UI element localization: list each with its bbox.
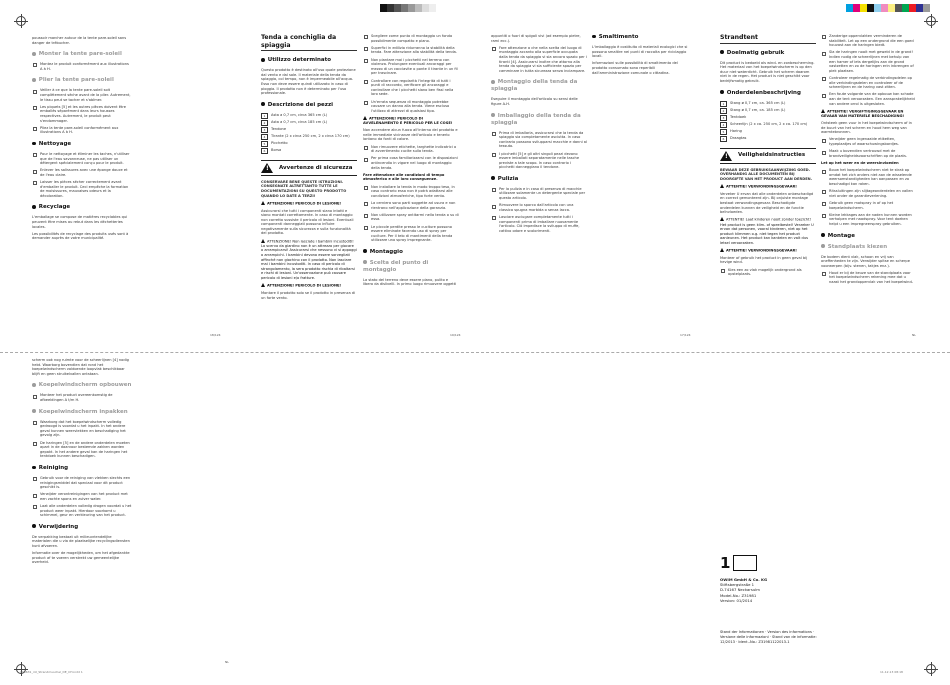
paragraph: Questo prodotto è destinato all'uso quale protezione dal vento e dal sole. Il materiale della tenda da spiaggia, col tempo, non è impermeabile all'acqua. Esso non deve essere quindi utilizzato in caso di pioggia. Il prodotto non è determinato per l'uso professionale. xyxy=(261,68,356,96)
heading-pulizia: Pulizia xyxy=(491,176,587,183)
warning-label: ATTENZIONE! PERICOLO DI LESIONE! xyxy=(261,201,357,206)
paragraph: scherm ook nog ruimte voor de scheerlijnen [4] nodig hebt. Waarborg bovendien dat rond het koepelwindscherm voldoende loopvlak beschikbaar blijft en geen struikelvallen ontstaan. xyxy=(32,358,129,376)
paragraph: Dit product is bedoeld als wind- en zonbescherming. Het materiaal van het koepelwindscherm is op den duur niet waterdicht. Gebruik het scherm daarom niet in de regen. Het product is niet geschikt voor bedrijfsmatig gebruik. xyxy=(720,60,815,83)
heading-scelta: Scelta del punto di montaggio xyxy=(363,259,429,273)
bullet-icon xyxy=(821,233,825,237)
warning-label: ATTENZIONE! PERICOLO DI LESIONE! xyxy=(261,283,357,288)
bullet-icon xyxy=(720,90,724,94)
heading-verwijdering: Verwijdering xyxy=(32,524,132,531)
list-item: 2 Stang ø 0,7 cm, ca. 185 cm (L) xyxy=(720,108,816,114)
list-item: Non piantare mai i picchetti nel terreno con violenza. Prolungare eventuali ancoraggi per mezzo di un cacciavite o ponte il tirante in un fil per trascinare. xyxy=(363,58,459,76)
heading-recyclage: Recyclage xyxy=(32,204,132,211)
heading-montage: Montage xyxy=(821,233,917,240)
color-bar-left xyxy=(380,4,436,12)
heading-nettoyage: Nettoyage xyxy=(32,141,132,148)
heading-montaggio-tenda: Montaggio della tenda da spiaggia xyxy=(491,79,578,93)
list-item: Non utilizzare spray antitarmi nella tenda o su di essa. xyxy=(363,213,459,222)
bullet-icon xyxy=(261,102,265,106)
warning-icon xyxy=(720,248,724,252)
list-item: Zanderige oppervlakten verminderen de stabiliteit. Let op een ondergrond die een goed houvast aan de haringen biedt. xyxy=(821,34,917,48)
paragraph: poussoir marcher autour de la tente pare-soleil sans danger de trébucher. xyxy=(32,36,127,45)
list-item: 4 Scheerlijn (2 x ca. 250 cm, 2 x ca. 170 cm) xyxy=(720,122,816,128)
page-title: Strandtent xyxy=(720,34,816,44)
list-item: I picchetti [5] e gli altri singoli pezzi devono essere imballati separatamente nelle tasche previste a tale scopo. In caso contrario i picchetti danneggiano il tendone. xyxy=(491,152,587,170)
list-item: 1 Stang ø 0,7 cm, ca. 365 cm (L) xyxy=(720,101,816,107)
list-item: La cerniera sono parti soggette ad usura e non rientrano nell'applicazione della garanzia. xyxy=(363,201,459,210)
list-item: Een foute volgorde van de opbouw kan schade aan de tent veroorzaken. Een aansprakelijkheid van andere orrol is uitgesloten. xyxy=(821,92,917,106)
warning-label: ATTENTIE! Laat kinderen nooit zonder toezicht! Het product is geen klim- of speelbestel! Verzeker U ervan dat personen, vooral kinderen, niet op het product klimmen o.g. niet tegen het product aanleunen. Het product kan kantelen en valt dus letsel veroorzaken. xyxy=(720,217,814,245)
bullet-icon xyxy=(32,409,36,413)
warning-icon xyxy=(363,116,367,120)
heading-monter: Monter la tente pare-soleil xyxy=(32,51,132,58)
list-item: Houd er bij de keuze van de standplaats voor het koepelwindscherm rekening mee dat u naast het grondoppervlak van het koepelwind- xyxy=(821,271,917,285)
paragraph: L'imballaggio è costituito di materiali ecologici che si possono smaltire nei punti di raccolta per riciclaggio locali. xyxy=(592,45,688,59)
warning-label: ATTENTIE! VERWONDINGSGEVAAR! xyxy=(720,184,816,189)
list-item: Les piquets [5] et les autres pièces doivent être emballés séparément dans leurs housses respectives. Autrement, le produit peut s'endommager. xyxy=(32,105,132,123)
list-item: 4 Tirante (2 x circa 250 cm, 2 x circa 170 cm) xyxy=(261,134,357,140)
information-status xyxy=(720,630,820,644)
list-item: Gebruik voor de reiniging van vlekken slechts een reinigingsmiddel dat speciaal voor dit product geschikt is. xyxy=(32,476,132,490)
paragraph: De bodem dient vlak, schoon en vrij van oneffenheden te zijn. Verwijder spitse en scherpe voorwerpen (bijv. stenen, takjes enz.). xyxy=(821,254,910,268)
version: Version: 01/2014 xyxy=(720,597,753,603)
bullet-icon xyxy=(491,176,495,180)
list-item: Controllare con regolarità l'integrità di tutti i punti di raccordo, verificare gli ancoraggi e controllare che i picchetti siano ben fissi nella loro sede. xyxy=(363,79,459,97)
ident-number: 12/2013 · Ident.-No.: Z31981122013-1 xyxy=(720,639,790,644)
list-item: Enlever les salissures avec une éponge douce et de l'eau claire. xyxy=(32,168,132,177)
list-item: De haringen [5] en de andere onderdelen moeten apart in de daarvoor bestemde zakken worden gepakt. In het andere geval kan de haringen het tentdoek kunnen beschadigen. xyxy=(32,441,132,459)
list-item: 6 Draagtas xyxy=(720,136,816,142)
list-item: Waarborg dat het koepelwindscherm volledig gedroogd is voordat u het inpakt. In het andere geval kunnen weervlekken en beschadiging het gevolg zijn. xyxy=(32,420,132,438)
safety-heading: ! Avvertenze di sicurezza xyxy=(261,160,357,176)
list-item: Laisser les pièces sécher correctement avant d'emballer le produit. Ceci empêche la formation de moisissures, mauvaises odeurs et la décoloration. xyxy=(32,180,132,198)
list-item: Bouw het koepelwindscherm niet te strak op omdat het zich anders niet aan de wisselende weersomstandigheden kan aanpassen en zo beschadigd kan raken. xyxy=(821,168,917,186)
paragraph: Ontsteek geen vuur in het koepelwindscherm of in de buurt van het scherm en houd hem weg van warmtebronnen. xyxy=(821,121,912,135)
brand-mark xyxy=(720,555,757,571)
column-dutch-2 xyxy=(821,34,917,287)
bullet-icon xyxy=(261,58,265,62)
bullet-icon xyxy=(32,78,36,82)
list-item: Controleer regelmatig de verbindingsdelen op alle verbindingsdelen en controleer of de scheerlijnen en de haring vast zitten. xyxy=(821,76,917,90)
page-number: 18/124 xyxy=(210,333,221,337)
parts-list xyxy=(261,113,357,154)
color-bar-right xyxy=(846,4,930,12)
list-item: Per la pulizia e in caso di presenza di macchie utilizzare solamente un detergente speciale per questo articolo. xyxy=(491,187,587,201)
street: Stiftsbergstraße 1 xyxy=(720,582,755,588)
list-item: Fare attenzione a che nella scelta del luogo di montaggio accanto alla superficie occupata dalla tenda da spiaggia vi sia ancora spazio per i tiranti [4]. Assicurarsi inoltre che attorno alla tenda da spiaggia vi sia sufficiente spazio per camminare in tutta sicurezza senza inciampare. xyxy=(491,46,587,74)
paragraph: appuntiti o fuori di spigoli vivi (ad esempio pietre, rami ecc.). xyxy=(491,34,581,43)
column-dutch-3 xyxy=(32,358,132,568)
list-item: Prima di imballarla, assicurarsi che la tenda da spiaggia sia completamente asciutta. In caso contrario possono svilupparsi macchie e danni al tessuto. xyxy=(491,131,587,149)
list-item: Veiller à ce que la tente pare-soleil soit complètement sèche avant de la plier. Autrement, le tissu peut se tacher et s'abîmer. xyxy=(32,88,132,102)
fold-line xyxy=(0,352,950,353)
column-french xyxy=(32,36,132,244)
list-item: Kleine lekkages aan de naden kunnen worden verholpen met naadspray. Voor tent doeken helpt u een impregneerspray gebruiken. xyxy=(821,213,917,227)
column-italian-2 xyxy=(363,34,459,290)
registration-mark-icon xyxy=(926,664,936,674)
bullet-icon xyxy=(592,35,596,39)
list-item: Monteer het product overeenkomstig de afbeeldingen A t/m H. xyxy=(32,393,132,402)
list-item: Ritssluitingen zijn slijtageonderdelen en vallen niet onder de garantieverlening. xyxy=(821,189,917,198)
column-dutch-1 xyxy=(720,34,816,279)
stand-label: Stand der Informationen · Version des informations · Versione delle informazioni · Stand van de informatie: xyxy=(720,630,817,639)
list-item: Superfici in edilizio ridurranno la stabilità della tenda. Fare attenzione alla stabilità della tenda. xyxy=(363,46,459,55)
list-item: 1 Asta a 0,7 cm, circa 365 cm (L) xyxy=(261,113,357,119)
list-item: 3 Tentdoek xyxy=(720,115,816,121)
paragraph: L'emballage se compose de matières recyclables qui peuvent être mises au rebut dans les déchetteries locales. xyxy=(32,215,128,229)
list-item: 5 Haring xyxy=(720,129,816,135)
paragraph: Les possibilités de recyclage des produits usés sont à demander auprès de votre municipalité. xyxy=(32,231,129,241)
registration-mark-icon xyxy=(16,16,26,26)
list-item: Rimuovere lo sporco dall'articolo con una classica spugna morbida o senza lacca. xyxy=(491,203,587,212)
city: D-74167 Neckarsulm xyxy=(720,587,761,593)
bullet-icon xyxy=(32,466,36,470)
heading-plier: Plier la tente pare-soleil xyxy=(32,77,132,84)
warning-label: ATTENTIE! VERWONDINGSGEVAAR! xyxy=(720,248,816,253)
bullet-icon xyxy=(32,52,36,56)
safety-heading: ! Veiligheidsinstructies xyxy=(720,148,816,164)
warning-icon xyxy=(261,201,265,205)
paragraph: La stato del terreno deve essere piano, pulito e libero da dislivelli. In primo luogo rimuovere oggetti xyxy=(363,277,457,287)
paragraph: Montare il prodotto solo se il prodotto in presenza di un forte vento. xyxy=(261,291,356,300)
bullet-icon xyxy=(32,205,36,209)
warning-icon xyxy=(261,239,265,243)
paragraph: Verzeker U ervan dat alle onderdelen onbeschadigd en correct gemonteerd zijn. Bij onjuiste montage bestaat verwondingsgevaar. Beschadigde onderdelen kunnen de veiligheid en de functie beïnvloeden. xyxy=(720,191,814,215)
warning-label: ATTENZIONE! Non lasciate i bambini incustoditi! Lo scervo da giardino non è un attrezzo per giocare o arrampicarsi! Assicurarsi che nessuno vi si appoggi o arrampichi. I bambini devono essere sorvegliati affinché non giochino con il prodotto. Non lasciare mai i bambini incustoditi. In caso di pericolo di strangolamento, la sera prodotto rischia di ribaltarsi e rischi di lesioni. Un'osservazione può causare pericolo di lesioni e/o fratture. xyxy=(261,239,357,281)
paragraph: Let op het weer en de weersinvloeden xyxy=(821,161,899,166)
paragraph: Fare attenzione alle condizioni di tempo atmosferico e alle loro conseguenze. xyxy=(363,172,445,182)
heading-standplaats: Standplaats kiezen xyxy=(821,244,917,251)
imprint-number: 1 xyxy=(720,554,731,572)
list-item: Non installare la tenda in modo troppo teso, in caso contrario essa non è potrà adattarsi alle condizioni atmosferiche, tipo forte vento. xyxy=(363,185,459,199)
warning-icon xyxy=(261,283,265,287)
list-item: Montez le produit conformément aux illustrations A à H. xyxy=(32,62,132,71)
warning-icon xyxy=(720,217,724,221)
bullet-icon xyxy=(491,113,495,117)
heading-reiniging: Reiniging xyxy=(32,465,132,472)
heading-inpakken: Koepelwindscherm inpakken xyxy=(32,409,132,416)
list-item: Lasciare asciugare completamente tutti i componenti prima di imballare nuovamente l'articolo. Ciò impedisce la sviluppo di muffe, cattivo odore e scolorimenti. xyxy=(491,215,587,233)
heading-gebruik: Doelmatig gebruik xyxy=(720,50,816,57)
list-item: Laat alle onderdelen volledig drogen voordat u het product weer inpakt. Hierdoor voorkomt u schimmel, geur en verkleuring van het product. xyxy=(32,504,132,518)
list-item: Le piccole perdite presso le cuciture possono essere eliminate facendo uso di spray per cuciture. Per il telo di mantimenti della tenda utilizzare uno spray impregnante. xyxy=(363,225,459,243)
warning-icon: ! xyxy=(261,163,273,173)
list-item: Gebruik geen motspray in of op het koepelwindscherm. xyxy=(821,201,917,210)
bullet-icon xyxy=(821,244,825,248)
paragraph: CONSERVARE BENE QUESTE ISTRUZIONI. CONSEGNATE ALTRETTANTO TUTTE LE DOCUMENTAZIONI SU QUESTO PRODOTTO QUANDO LO DATE A TERZI! xyxy=(261,179,347,198)
model-number: Model-No.: Z31981 xyxy=(720,592,757,598)
logo-box-icon xyxy=(733,555,757,571)
company-address xyxy=(720,577,767,603)
list-item: Maak u bovendien vertrouwd met de brandveiligheidsvoorschriften op de plaats. xyxy=(821,149,917,158)
warning-icon xyxy=(821,109,825,113)
column-italian-4 xyxy=(592,34,688,78)
list-item: Un'errata sequenza di montaggio potrebbe causare un danno alla tenda. Viene escluso l'utilizzo di attrezzi di qualsiasi tipo. xyxy=(363,100,459,114)
list-item: Scegliere come punto di montaggio un fondo possibilmente compatto e piano. xyxy=(363,34,459,43)
list-item: 5 Picchetto xyxy=(261,141,357,147)
page-number: 17/124 xyxy=(680,333,691,337)
warning-icon: ! xyxy=(720,151,732,161)
list-item: Sla de haringen nooit met geweld in de grond! Indien nodig de scheerlijnen met behulp van een hamer of iets dergelijks aan de grond vastzetten en zo de haringen erin inbrengen of piek plaatsen. xyxy=(821,50,917,73)
footer-date: 11.12.13 08:18 xyxy=(880,670,903,674)
page-title: Tenda a conchiglia da spiaggia xyxy=(261,34,357,51)
heading-descrizione: Descrizione dei pezzi xyxy=(261,102,357,109)
paragraph: Informatie over de mogelijkheden, om het afgedankte product af te voeren verstrekt uw gemeentelijke overheid. xyxy=(32,551,130,565)
heading-montaggio: Montaggio xyxy=(363,249,459,256)
list-item: Pour le nettoyage et éliminer les taches, n'utiliser que de l'eau savonneuse, ne pas utiliser un détergent spécialement conçu pour le produit. xyxy=(32,152,132,166)
page-number: NL xyxy=(225,660,229,664)
bullet-icon xyxy=(32,524,36,528)
bullet-icon xyxy=(32,142,36,146)
heading-utilizzo: Utilizzo determinato xyxy=(261,57,357,64)
paragraph: Non accendere alcun fuoco all'interno del prodotto e nelle immediate vicinanze dell'articolo e tenerlo lontano da fonti di calore. xyxy=(363,128,458,142)
heading-onderdelen: Onderdelenbeschrijving xyxy=(720,90,816,97)
heading-opbouwen: Koepelwindscherm opbouwen xyxy=(32,382,132,389)
list-item: Kies een zo vlak mogelijk ondergrond als opstelplaats. xyxy=(720,268,816,277)
bullet-icon xyxy=(32,383,36,387)
parts-list xyxy=(720,101,816,142)
paragraph: BEWAAR DEZE GEBRUIKSAANWIJZING GOED. OVERHANDIG ALLE DOCUMENTEN BIJ DOORGIFTE VAN HET PRODUCT AAN DERDEN. xyxy=(720,167,813,181)
warning-label: ATTENTIE! VERGIFTIGINGSGEVAAR EN GEVAAR VAN MATERIELE BESCHADIGING! xyxy=(821,109,905,118)
warning-icon xyxy=(720,184,724,188)
list-item: Pliez la tente pare-soleil conformément aux illustrations A à H. xyxy=(32,126,132,135)
column-italian-3 xyxy=(491,34,587,236)
bullet-icon xyxy=(720,50,724,54)
footer-file: 100631_int_Strandmuschel_DE_CH.indd 1 xyxy=(20,670,83,674)
paragraph: Monteer of gebruik het product in geen geval bij hevige wind. xyxy=(720,255,808,265)
heading-imballaggio: Imballaggio della tenda da spiaggia xyxy=(491,112,581,126)
paragraph: Informazioni sulle possibilità di smaltimento del prodotto consumato sono reperibili dall'amministrazione comunale o cittadina. xyxy=(592,61,678,75)
heading-smaltimento: Smaltimento xyxy=(592,34,688,41)
list-item: Non rimuovere etichette, targhette indicatrici o di avvertimento cucite sulla tenda. xyxy=(363,145,459,154)
warning-label: ATTENZIONE! PERICOLO DI AVVELENAMENTO E PERICOLO PER LE COSE! xyxy=(363,116,453,126)
paragraph: De verpakking bestaat uit milieuvriendelijke materialen die u via de plaatselijke recyclingsdiensten kunt afvoeren. xyxy=(32,534,130,549)
bullet-icon xyxy=(491,80,495,84)
paragraph: Eseguire il montaggio dell'articolo su sensi delle figure A-H. xyxy=(491,97,578,106)
column-italian-1 xyxy=(261,34,357,303)
page-number: NL xyxy=(912,333,916,337)
list-item: 2 Asta a 0,7 cm, circa 185 cm (L) xyxy=(261,120,357,126)
bullet-icon xyxy=(363,260,367,264)
list-item: Verwijder geen ingenaaide etiketten, typeplaatjes of waarschuwingsbordjes. xyxy=(821,137,917,146)
bullet-icon xyxy=(363,249,367,253)
company-name: OWIM GmbH & Co. KG xyxy=(720,577,768,582)
page-number: 19/124 xyxy=(450,333,461,337)
list-item: Per prima cosa familiarizzarsi con le disposizioni antincendio in vigore nel luogo di montaggio della tenda. xyxy=(363,156,459,170)
list-item: Verwijder verontreinigingen van het product met een zachte spons en zuiver water. xyxy=(32,492,132,501)
list-item: 6 Borsa xyxy=(261,148,357,154)
paragraph: Assicurarsi che tutti i componenti siano intatti e siano montati correttamente. In caso di montaggio non corretto sussiste il pericolo di lesioni. Eventuali componenti danneggiati possono influire negativamente sulla sicurezza e sulla funzionalità del prodotto. xyxy=(261,208,354,236)
list-item: 3 Tendone xyxy=(261,127,357,133)
registration-mark-icon xyxy=(926,16,936,26)
